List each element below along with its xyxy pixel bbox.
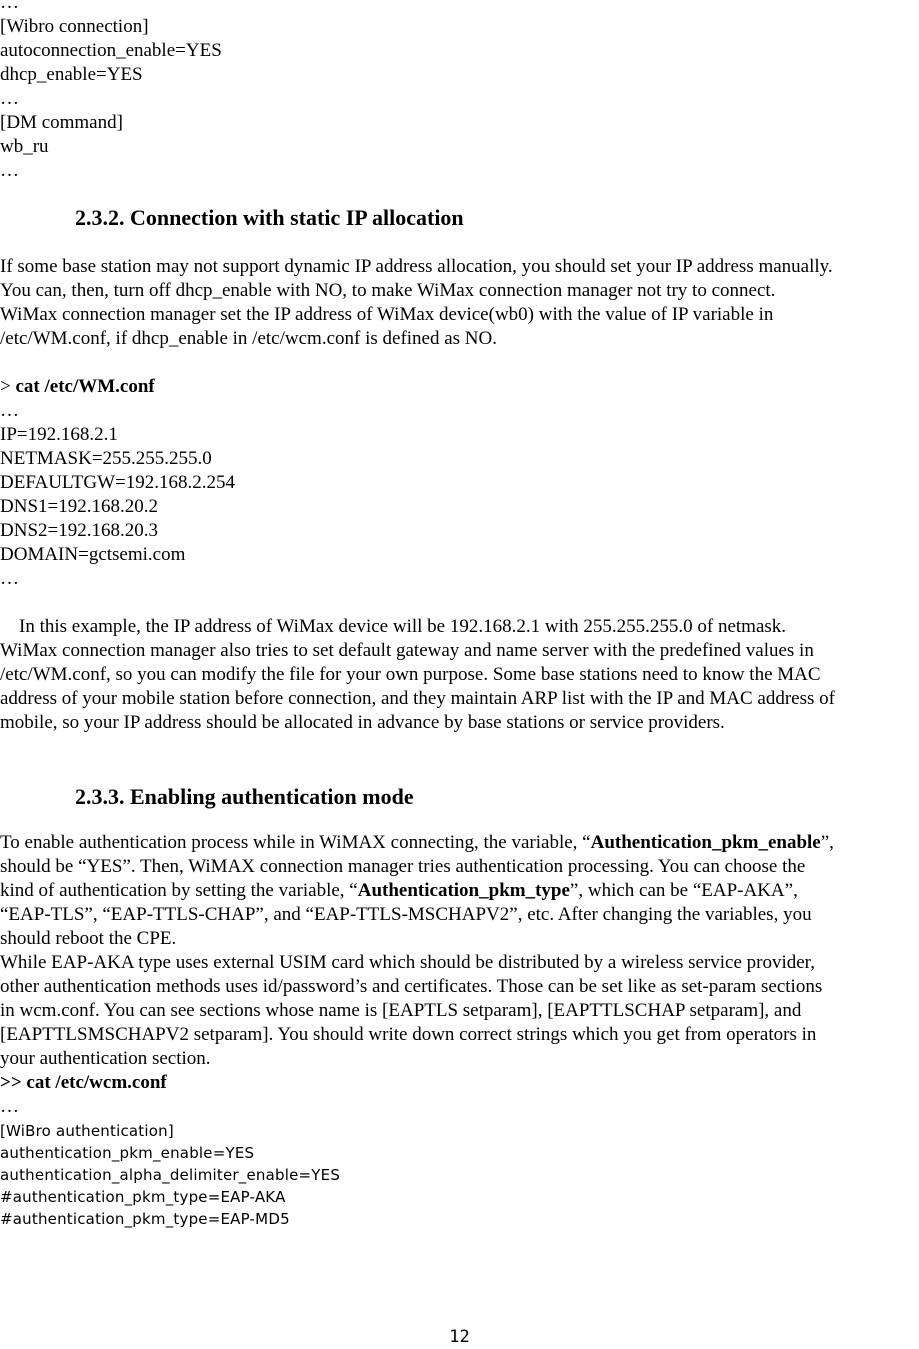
section-heading-authentication: 2.3.3. Enabling authentication mode [75,784,414,809]
wcm-conf-lines [0,1120,919,1230]
config-line: #authentication_pkm_type=EAP-MD5 [0,1210,290,1228]
config-line: … [0,400,19,421]
paragraph-line: [EAPTTLSMSCHAPV2 setparam]. You should write down correct strings which you get from operators in [0,1024,817,1045]
config-line: authentication_pkm_enable=YES [0,1144,255,1162]
variable-name: Authentication_pkm_type [357,880,570,901]
config-line: dhcp_enable=YES [0,64,143,85]
paragraph-line: WiMax connection manager also tries to set default gateway and name server with the predefined values in [0,640,814,661]
command-prompt: >> [0,1072,27,1093]
config-line: [DM command] [0,112,123,133]
config-line: DEFAULTGW=192.168.2.254 [0,472,236,493]
paragraph-line: should be “YES”. Then, WiMAX connection manager tries authentication processing. You can choose the [0,856,806,877]
static-ip-paragraph [0,255,919,351]
auth-paragraph-1 [0,831,919,951]
config-line: … [0,88,19,109]
command-prompt: > [0,376,16,397]
paragraph-line: WiMax connection manager set the IP address of WiMax device(wb0) with the value of IP variable in [0,304,774,325]
page-number: 12 [449,1327,470,1347]
paragraph-line: If some base station may not support dynamic IP address allocation, you should set your IP address manually. [0,256,833,277]
config-line: [WiBro authentication] [0,1122,174,1140]
config-line: #authentication_pkm_type=EAP-AKA [0,1188,286,1206]
config-line: … [0,568,19,589]
paragraph-line: While EAP-AKA type uses external USIM card which should be distributed by a wireless service provider, [0,952,815,973]
wibro-config-block [0,0,919,183]
section-heading-static-ip: 2.3.2. Connection with static IP allocation [75,205,464,230]
config-line: autoconnection_enable=YES [0,40,222,61]
auth-paragraph-2 [0,951,919,1071]
command-line [0,1071,919,1095]
config-line: DNS1=192.168.20.2 [0,496,158,517]
paragraph-line: in wcm.conf. You can see sections whose name is [EAPTLS setparam], [EAPTTLSCHAP setparam], and [0,1000,802,1021]
paragraph-line: /etc/WM.conf, if dhcp_enable in /etc/wcm.conf is defined as NO. [0,328,497,349]
paragraph-line: mobile, so your IP address should be allocated in advance by base stations or service providers. [0,712,725,733]
example-paragraph [0,615,919,735]
wm-conf-block [0,375,919,591]
text-run: ”, which can be “EAP-AKA”, [569,880,798,901]
paragraph-line [0,831,919,855]
config-line: authentication_alpha_delimiter_enable=YES [0,1166,341,1184]
config-line: [Wibro connection] [0,16,149,37]
config-line: IP=192.168.2.1 [0,424,118,445]
paragraph-line: /etc/WM.conf, so you can modify the file for your own purpose. Some base stations need to know the MAC [0,664,821,685]
config-line: DOMAIN=gctsemi.com [0,544,186,565]
paragraph-line [0,879,919,903]
paragraph-line: your authentication section. [0,1048,211,1069]
variable-name: Authentication_pkm_enable [590,832,821,853]
paragraph-line: should reboot the CPE. [0,928,177,949]
command-text: cat /etc/wcm.conf [26,1072,167,1093]
config-line: wb_ru [0,136,49,157]
config-line: NETMASK=255.255.255.0 [0,448,212,469]
text-run: ”, [820,832,834,853]
text-run: To enable authentication process while in WiMAX connecting, the variable, “ [0,832,591,853]
command-line [0,375,919,399]
config-line: … [0,160,19,181]
paragraph-line: You can, then, turn off dhcp_enable with NO, to make WiMax connection manager not try to connect. [0,280,776,301]
paragraph-line: “EAP-TLS”, “EAP-TTLS-CHAP”, and “EAP-TTLS-MSCHAPV2”, etc. After changing the variables, you [0,904,812,925]
config-line: … [0,1096,19,1117]
command-text: cat /etc/WM.conf [15,376,155,397]
wcm-conf-block [0,1071,919,1230]
config-line: DNS2=192.168.20.3 [0,520,158,541]
config-line: … [0,0,19,13]
paragraph-line: In this example, the IP address of WiMax device will be 192.168.2.1 with 255.255.255.0 of netmask. [0,616,787,637]
paragraph-line: address of your mobile station before connection, and they maintain ARP list with the IP and MAC address of [0,688,835,709]
text-run: kind of authentication by setting the variable, “ [0,880,358,901]
paragraph-line: other authentication methods uses id/password’s and certificates. Those can be set like as set-param sections [0,976,823,997]
